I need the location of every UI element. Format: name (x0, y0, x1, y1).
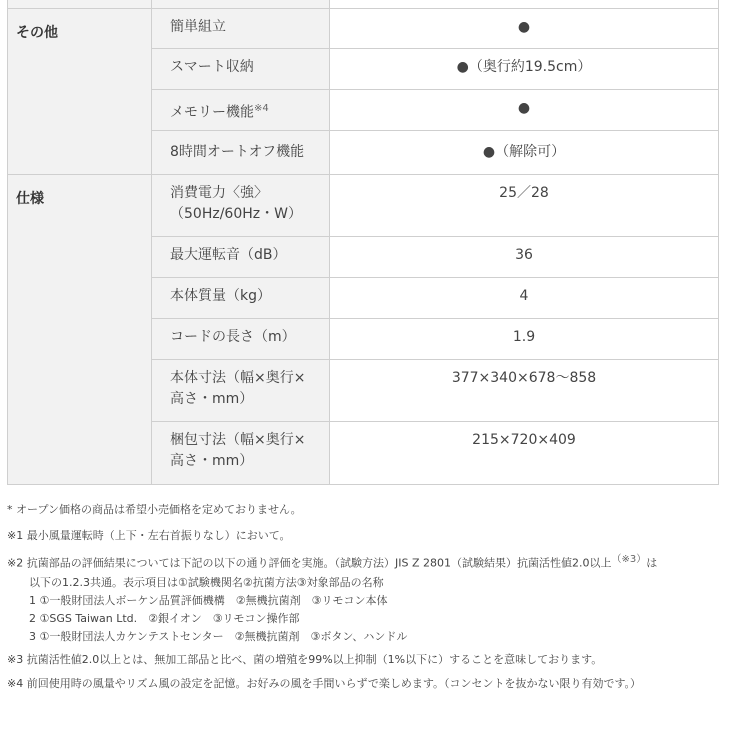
row-value: 4 (330, 278, 719, 319)
table-row (8, 9, 719, 49)
note-3: ※3 抗菌活性値2.0以上とは、無加工部品と比べ、菌の増殖を99%以上抑制（1%以下に）することを意味しております。 (7, 652, 603, 666)
footnotes (7, 500, 719, 694)
row-label-text: メモリー機能 (170, 104, 254, 121)
note-2-line: 2 ①SGS Taiwan Ltd. ②銀イオン ③リモコン操作部 (29, 611, 300, 625)
note-2: ※2 抗菌部品の評価結果については下記の以下の通り評価を実施。（試験方法）JIS Z 2801（試験結果）抗菌活性値2.0以上$^{(※3)}$は (7, 554, 658, 570)
row-value: 36 (330, 237, 719, 278)
footnote-ref: （※3） (611, 554, 647, 565)
row-value: 215×720×409 (330, 422, 719, 485)
category-spec: 仕様 (8, 175, 152, 485)
row-label: スマート収納 (152, 49, 330, 90)
note-2-line: 1 ①一般財団法人ボーケン品質評価機構 ②無機抗菌剤 ③リモコン本体 (29, 593, 388, 607)
spec-table (7, 0, 719, 485)
table-row (8, 0, 719, 9)
row-label: 最大運転音（dB） (152, 237, 330, 278)
row-value: 25／28 (330, 175, 719, 237)
row-label: 梱包寸法（幅×奥行× 高さ・mm） (152, 422, 330, 485)
note-1: ※1 最小風量運転時（上下・左右首振りなし）において。 (7, 529, 291, 542)
row-label: 8時間オートオフ機能 (152, 131, 330, 175)
note-2-line: 3 ①一般財団法人カケンテストセンター ②無機抗菌剤 ③ボタン、ハンドル (29, 629, 408, 643)
row-value: ● (330, 9, 719, 49)
table-row (8, 175, 719, 237)
row-label: 本体寸法（幅×奥行× 高さ・mm） (152, 360, 330, 422)
row-label: 簡単組立 (152, 9, 330, 49)
row-value: 377×340×678～858 (330, 360, 719, 422)
note-4: ※4 前回使用時の風量やリズム風の設定を記憶。お好みの風を手間いらずで楽しめます。（コンセントを抜かない限り有効です。） (7, 676, 642, 690)
note-open-price: * オープン価格の商品は希望小売価格を定めておりません。 (7, 503, 302, 516)
note-2-line: 以下の1.2.3共通。表示項目は①試験機関名②抗菌方法③対象部品の名称 (29, 575, 384, 589)
row-value: ● (330, 90, 719, 131)
footnote-ref: ※4 (254, 103, 269, 114)
row-value: ●（解除可） (330, 131, 719, 175)
row-value: ●（奥行約19.5cm） (330, 49, 719, 90)
row-label (152, 90, 330, 131)
row-label: 本体質量（kg） (152, 278, 330, 319)
row-label: 消費電力〈強〉 （50Hz/60Hz・W） (152, 175, 330, 237)
row-value: 1.9 (330, 319, 719, 360)
category-other: その他 (8, 9, 152, 175)
row-label: コードの長さ（m） (152, 319, 330, 360)
